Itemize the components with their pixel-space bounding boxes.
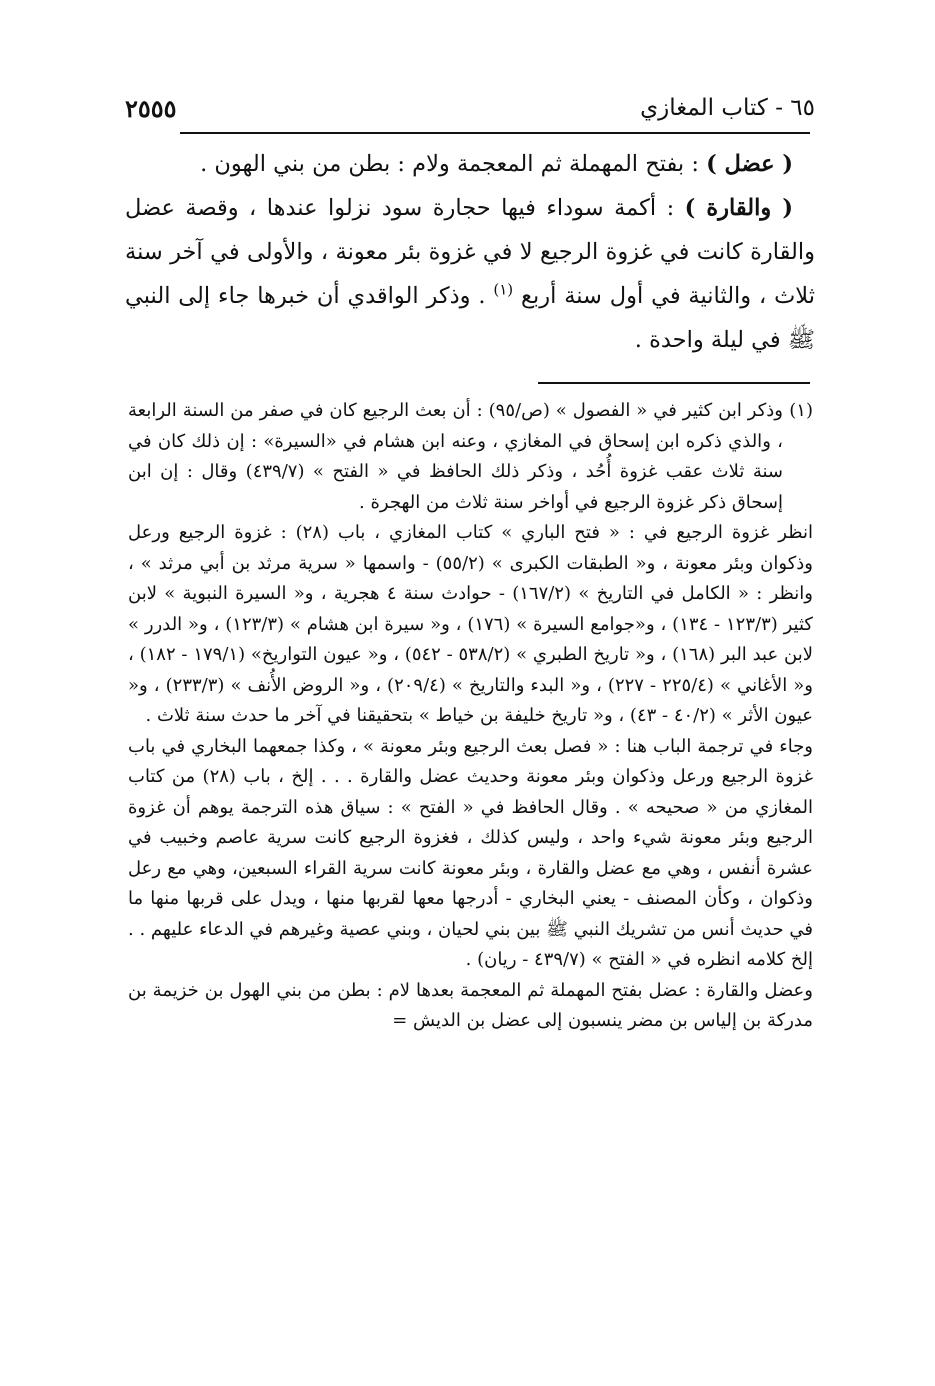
entry-text-continued: . وذكر الواقدي أن خبرها جاء إلى النبي ﷺ في ليلة واحدة . — [125, 283, 815, 353]
page-header — [125, 88, 815, 128]
footnotes — [128, 396, 813, 1037]
entry-term: ( عضل ) — [706, 151, 793, 177]
header-rule — [180, 132, 810, 134]
footnote-number: (١) — [789, 400, 813, 421]
footnote-text: وذكر ابن كثير في « الفصول » (ص/٩٥) : أن بعث الرجيع كان في صفر من السنة الرابعة ، والذي ذكره ابن إسحاق في المغازي ، وعنه ابن هشام في «السيرة» : إن ذلك كان في سنة ثلاث عقب غزوة أُحُد ، وذكر ذلك الحافظ في « الفتح » (٤٣٩/٧) وقال : إن ابن إسحاق ذكر غزوة الرجيع في أواخر سنة ثلاث من الهجرة . — [128, 400, 783, 513]
footnote-reference[interactable]: (١) — [493, 280, 514, 299]
footnote-1 — [128, 396, 813, 518]
entry-text: : بفتح المهملة ثم المعجمة ولام : بطن من بني الهون . — [200, 151, 707, 177]
footnote-paragraph-chapter: وجاء في ترجمة الباب هنا : « فصل بعث الرجيع وبئر معونة » ، وكذا جمعهما البخاري في باب غزوة الرجيع ورعل وذكوان وبئر معونة وحديث عضل والقارة . . . إلخ ، باب (٢٨) من كتاب المغازي من « صحيحه » . وقال الحافظ في « الفتح » : سياق هذه الترجمة يوهم أن غزوة الرجيع وبئر معونة شيء واحد ، وليس كذلك ، فغزوة الرجيع كانت سرية عاصم وخبيب في عشرة أنفس ، وهي مع عضل والقارة ، وبئر معونة كانت سرية القراء السبعين، وهي مع رعل وذكوان ، وكأن المصنف - يعني البخاري - أدرجها معها لقربها منها ، ويدل على قربها منها ما في حديث أنس من تشريك النبي ﷺ بين بني لحيان ، وبني عصية وغيرهم في الدعاء عليهم . . إلخ كلامه انظره في « الفتح » (٤٣٩/٧ - ريان) . — [128, 735, 813, 970]
entry-qara — [125, 186, 815, 362]
main-text — [125, 142, 815, 362]
footnote-paragraph-sources: انظر غزوة الرجيع في : « فتح الباري » كتاب المغازي ، باب (٢٨) : غزوة الرجيع ورعل وذكوان وبئر معونة ، و« الطبقات الكبرى » (٥٥/٢) - واسمها « سرية مرثد بن أبي مرثد » ، وانظر : « الكامل في التاريخ » (١٦٧/٢) - حوادث سنة ٤ هجرية ، و« السيرة النبوية » لابن كثير (١٢٣/٣ - ١٣٤) ، و«جوامع السيرة » (١٧٦) ، و« سيرة ابن هشام » (١٢٣/٣) ، و« الدرر » لابن عبد البر (١٦٨) ، و« تاريخ الطبري » (٥٣٨/٢ - ٥٤٢) ، و« عيون التواريخ» (١٧٩/١ - ١٨٢) ، و« الأغاني » (٢٢٥/٤ - ٢٢٧) ، و« البدء والتاريخ » (٢٠٩/٤) ، و« الروض الأُنف » (٢٣٣/٣) ، و« عيون الأثر » (٤٠/٢ - ٤٣) ، و« تاريخ خليفة بن خياط » بتحقيقنا في آخر ما حدث سنة ثلاث . — [128, 522, 814, 726]
running-title: ٦٥ - كتاب المغازي — [640, 95, 815, 121]
page-number: ٢٥٥٥ — [125, 93, 177, 123]
entry-text: : أكمة سوداء فيها حجارة سود نزلوا عندها ، وقصة عضل والقارة كانت في غزوة الرجيع لا في غزوة بئر معونة ، والأولى في آخر سنة ثلاث ، والثانية في أول سنة أربع — [125, 195, 815, 309]
footnote-paragraph-lineage: وعضل والقارة : عضل بفتح المهملة ثم المعجمة بعدها لام : بطن من بني الهول بن خزيمة بن مدركة بن إلياس بن مضر ينسبون إلى عضل بن الديش = — [128, 979, 813, 1031]
entry-adal — [125, 142, 815, 186]
footnote-separator — [538, 382, 810, 384]
entry-term: ( والقارة ) — [684, 195, 793, 221]
